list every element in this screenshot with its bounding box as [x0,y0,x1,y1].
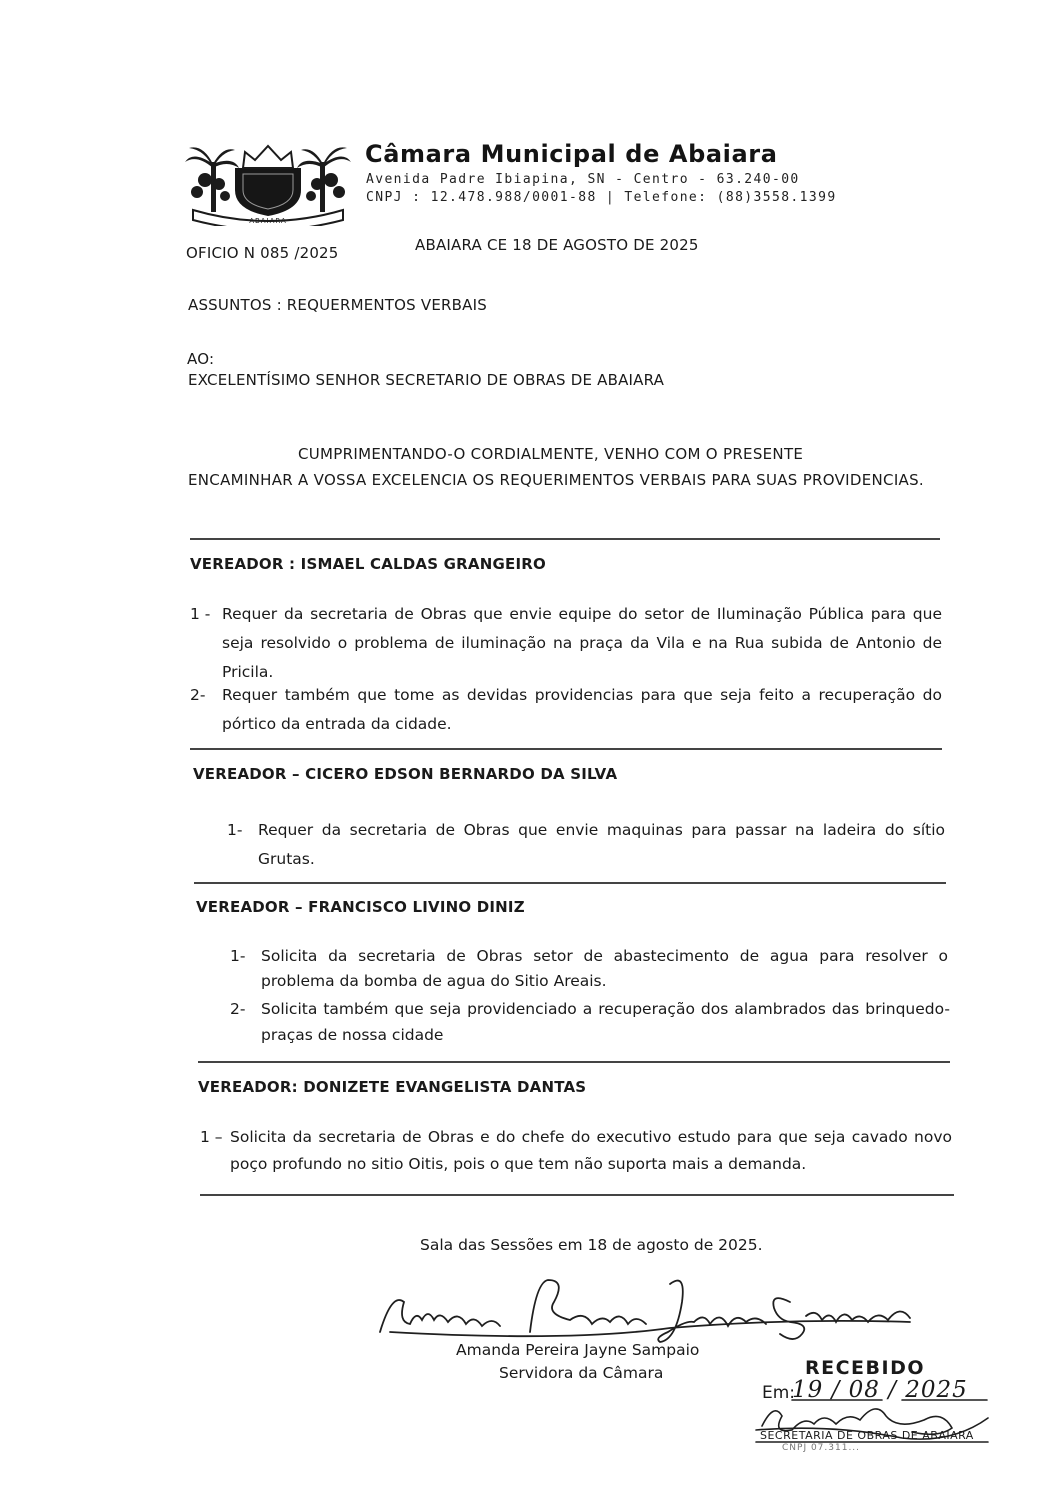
institution-address: Avenida Padre Ibiapina, SN - Centro - 63.240-00 [366,172,800,187]
stamp-department: SECRETARIA DE OBRAS DE ABAIARA [760,1429,974,1442]
section-heading: VEREADOR – CICERO EDSON BERNARDO DA SILVA [193,765,618,783]
handwritten-signature [370,1262,930,1352]
intro-rest: ENCAMINHAR A VOSSA EXCELENCIA OS REQUERIMENTOS VERBAIS PARA SUAS PROVIDENCIAS. [188,471,924,489]
list-item [200,1124,952,1178]
signer-name: Amanda Pereira Jayne Sampaio [456,1341,700,1359]
oficio-number: OFICIO N 085 /2025 [186,244,339,262]
item-text: Solicita também que seja providenciado a recuperação dos alambrados das brinquedo-praças de nossa cidade [261,1000,950,1044]
subject-line: ASSUNTOS : REQUERMENTOS VERBAIS [188,296,487,314]
stamp-em-label: Em: [762,1383,796,1403]
document-date: ABAIARA CE 18 DE AGOSTO DE 2025 [415,236,699,254]
place-and-date: Sala das Sessões em 18 de agosto de 2025. [420,1236,763,1254]
divider [198,1061,950,1063]
item-number: 1 – [200,1128,223,1146]
item-text: Requer da secretaria de Obras que envie equipe do setor de Iluminação Pública para que seja resolvido o problema de iluminação na praça da Vila e na Rua subida de Antonio de Pricila. [222,605,942,681]
institution-title: Câmara Municipal de Abaiara [365,140,778,168]
item-text: Solicita da secretaria de Obras setor de abastecimento de agua para resolver o problema da bomba de agua do Sitio Areais. [261,947,948,990]
stamp-cnpj: CNPJ 07.311... [782,1443,861,1453]
intro-paragraph [188,440,940,495]
list-item [190,681,942,739]
signer-role: Servidora da Câmara [499,1364,664,1382]
coat-of-arms-logo [183,140,353,226]
item-number: 2- [190,686,206,704]
divider [200,1194,954,1196]
item-number: 2- [230,1000,246,1018]
item-text: Solicita da secretaria de Obras e do chefe do executivo estudo para que seja cavado novo poço profundo no sitio Oitis, pois o que tem não suporta mais a demanda. [230,1128,952,1173]
item-text: Requer da secretaria de Obras que envie maquinas para passar na ladeira do sítio Grutas. [258,821,945,868]
list-item [227,816,945,874]
item-number: 1- [230,947,246,965]
list-item [190,600,942,687]
section-heading: VEREADOR : ISMAEL CALDAS GRANGEIRO [190,555,546,573]
institution-contacts: CNPJ : 12.478.988/0001-88 | Telefone: (88)3558.1399 [366,190,837,205]
divider [194,882,946,884]
list-item [230,944,948,994]
item-number: 1 - [190,605,211,623]
svg-text:ABAIARA: ABAIARA [249,217,287,225]
item-number: 1- [227,821,243,839]
section-heading: VEREADOR: DONIZETE EVANGELISTA DANTAS [198,1078,587,1096]
intro-first-line: CUMPRIMENTANDO-O CORDIALMENTE, VENHO COM O PRESENTE [298,445,804,463]
section-heading: VEREADOR – FRANCISCO LIVINO DINIZ [196,898,525,916]
item-text: Requer também que tome as devidas providencias para que seja feito a recuperação do pórtico da entrada da cidade. [222,686,942,733]
to-label: AO: [187,350,215,368]
divider [190,538,940,540]
list-item [230,996,950,1048]
divider [190,748,942,750]
stamp-title: RECEBIDO [805,1357,926,1379]
recipient-line: EXCELENTÍSIMO SENHOR SECRETARIO DE OBRAS DE ABAIARA [188,371,665,389]
stamp-date: 19 / 08 / 2025 [792,1377,968,1403]
